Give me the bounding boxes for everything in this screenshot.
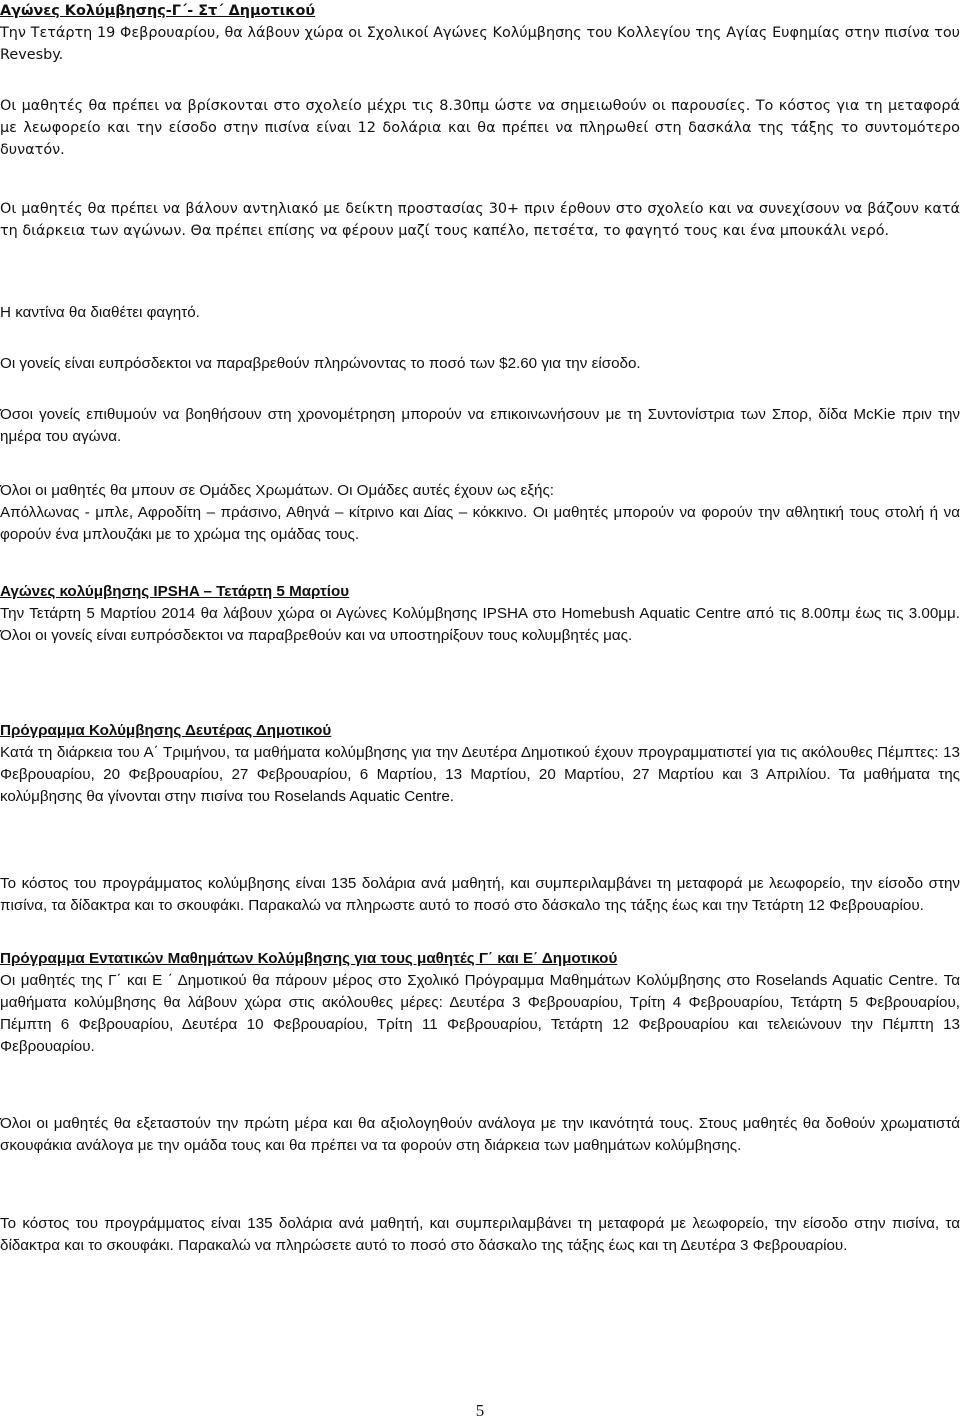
- section-intensive-swimming: [0, 948, 960, 1058]
- paragraph-line: Απόλλωνας - μπλε, Αφροδίτη – πράσινο, Αθηνά – κίτρινο και Δίας – κόκκινο. Οι μαθητές μπορούν να φορούν την αθλητική τους στολή ή να φορούν ένα μπλουζάκι με το χρώμα της ομάδας τους.: [0, 504, 960, 543]
- paragraph: Το κόστος του προγράμματος είναι 135 δολάρια ανά μαθητή, και συμπεριλαμβάνει τη μεταφορά με λεωφορείο, την είσοδο στην πισίνα, τα δίδακτρα και το σκουφάκι. Παρακαλώ να πληρώσετε αυτό το ποσό στο δάσκαλο της τάξης έως και τη Δευτέρα 3 Φεβρουαρίου.: [0, 1215, 960, 1254]
- paragraph: Όλοι οι μαθητές θα εξεταστούν την πρώτη μέρα και θα αξιολογηθούν ανάλογα με την ικανότητά τους. Στους μαθητές θα δοθούν χρωματιστά σκουφάκια ανάλογα με την ομάδα τους και θα πρέπει να τα φορούν στη διάρκεια των μαθημάτων κολύμβησης.: [0, 1115, 960, 1154]
- paragraph: Κατά τη διάρκεια του Α΄ Τριμήνου, τα μαθήματα κολύμβησης για την Δευτέρα Δημοτικού έχουν προγραμματιστεί για τις ακόλουθες Πέμπτες: 13 Φεβρουαρίου, 20 Φεβρουαρίου, 27 Φεβρουαρίου, 6 Μαρτίου, 13 Μαρτίου, 20 Μαρτίου, 27 Μαρτίου και 3 Απριλίου. Τα μαθήματα της κολύμβησης θα γίνονται στην πισίνα του Roselands Aquatic Centre.: [0, 744, 960, 805]
- section-year2-swimming: [0, 720, 960, 808]
- section-heading: Αγώνες κολύμβησης IPSHA – Τετάρτη 5 Μαρτίου: [0, 583, 350, 600]
- section-swimming-carnival: [0, 0, 960, 66]
- paragraph: Η καντίνα θα διαθέτει φαγητό.: [0, 304, 200, 321]
- paragraph: [0, 198, 960, 242]
- paragraph: Την Τετάρτη 5 Μαρτίου 2014 θα λάβουν χώρα οι Αγώνες Κολύμβησης IPSHA στο Homebush Aquatic Centre από τις 8.00πμ έως τις 3.00μμ. Όλοι οι γονείς είναι ευπρόσδεκτοι να παραβρεθούν και να υποστηρίξουν τους κολυμβητές μας.: [0, 605, 960, 644]
- paragraph-part: Οι μαθητές θα πρέπει να βάλουν αντηλιακό με δείκτη προστασίας 30+ πριν έρθουν στο σχολείο και να συνεχίσουν να βάζουν κατά τη διάρκεια των αγώνων.: [0, 201, 960, 239]
- paragraph: Οι γονείς είναι ευπρόσδεκτοι να παραβρεθούν πληρώνοντας το ποσό των $2.60 για την είσοδο.: [0, 355, 641, 372]
- paragraph: [0, 480, 960, 546]
- section-heading: Αγώνες Κολύμβησης-Γ΄- Στ΄ Δημοτικού: [0, 3, 316, 19]
- section-heading: Πρόγραμμα Κολύμβησης Δευτέρας Δημοτικού: [0, 722, 332, 739]
- paragraph: Οι μαθητές της Γ΄ και Ε ΄ Δημοτικού θα πάρουν μέρος στο Σχολικό Πρόγραμμα Μαθημάτων Κολύμβησης στο Roselands Aquatic Centre. Τα μαθήματα κολύμβησης θα λάβουν χώρα στις ακόλουθες μέρες: Δευτέρα 3 Φεβρουαρίου, Τρίτη 4 Φεβρουαρίου, Τετάρτη 5 Φεβρουαρίου, Πέμπτη 6 Φεβρουαρίου, Δευτέρα 10 Φεβρουαρίου, Τρίτη 11 Φεβρουαρίου, Τετάρτη 12 Φεβρουαρίου και τελειώνουν την Πέμπτη 13 Φεβρουαρίου.: [0, 972, 960, 1055]
- section-ipsha-carnival: [0, 581, 960, 647]
- paragraph: Την Τετάρτη 19 Φεβρουαρίου, θα λάβουν χώρα οι Σχολικοί Αγώνες Κολύμβησης του Κολλεγίου της Αγίας Ευφημίας στην πισίνα του Revesby.: [0, 25, 960, 63]
- paragraph-line: Όλοι οι μαθητές θα μπουν σε Ομάδες Χρωμάτων. Οι Ομάδες αυτές έχουν ως εξής:: [0, 482, 555, 499]
- page-number: 5: [475, 1401, 485, 1420]
- paragraph: Όσοι γονείς επιθυμούν να βοηθήσουν στη χρονομέτρηση μπορούν να επικοινωνήσουν με τη Συντονίστρια των Σπορ, δίδα McKie πριν την ημέρα του αγώνα.: [0, 406, 960, 445]
- paragraph: Το κόστος του προγράμματος κολύμβησης είναι 135 δολάρια ανά μαθητή, και συμπεριλαμβάνει τη μεταφορά με λεωφορείο, την είσοδο στην πισίνα, τα δίδακτρα και το σκουφάκι. Παρακαλώ να πληρωστε αυτό το ποσό στο δάσκαλο της τάξης έως και την Τετάρτη 12 Φεβρουαρίου.: [0, 875, 960, 914]
- paragraph: Οι μαθητές θα πρέπει να βρίσκονται στο σχολείο μέχρι τις 8.30πμ ώστε να σημειωθούν οι παρουσίες. Το κόστος για τη μεταφορά με λεωφορείο και την είσοδο στην πισίνα είναι 12 δολάρια και θα πρέπει να πληρωθεί στη δασκάλα της τάξης το συντομότερο δυνατόν.: [0, 98, 960, 158]
- section-heading: Πρόγραμμα Εντατικών Μαθημάτων Κολύμβησης για τους μαθητές Γ΄ και Ε΄ Δημοτικού: [0, 950, 618, 967]
- paragraph-part: Θα πρέπει επίσης να φέρουν μαζί τους καπέλο, πετσέτα, το φαγητό τους και ένα μπουκάλι νερό.: [190, 223, 890, 239]
